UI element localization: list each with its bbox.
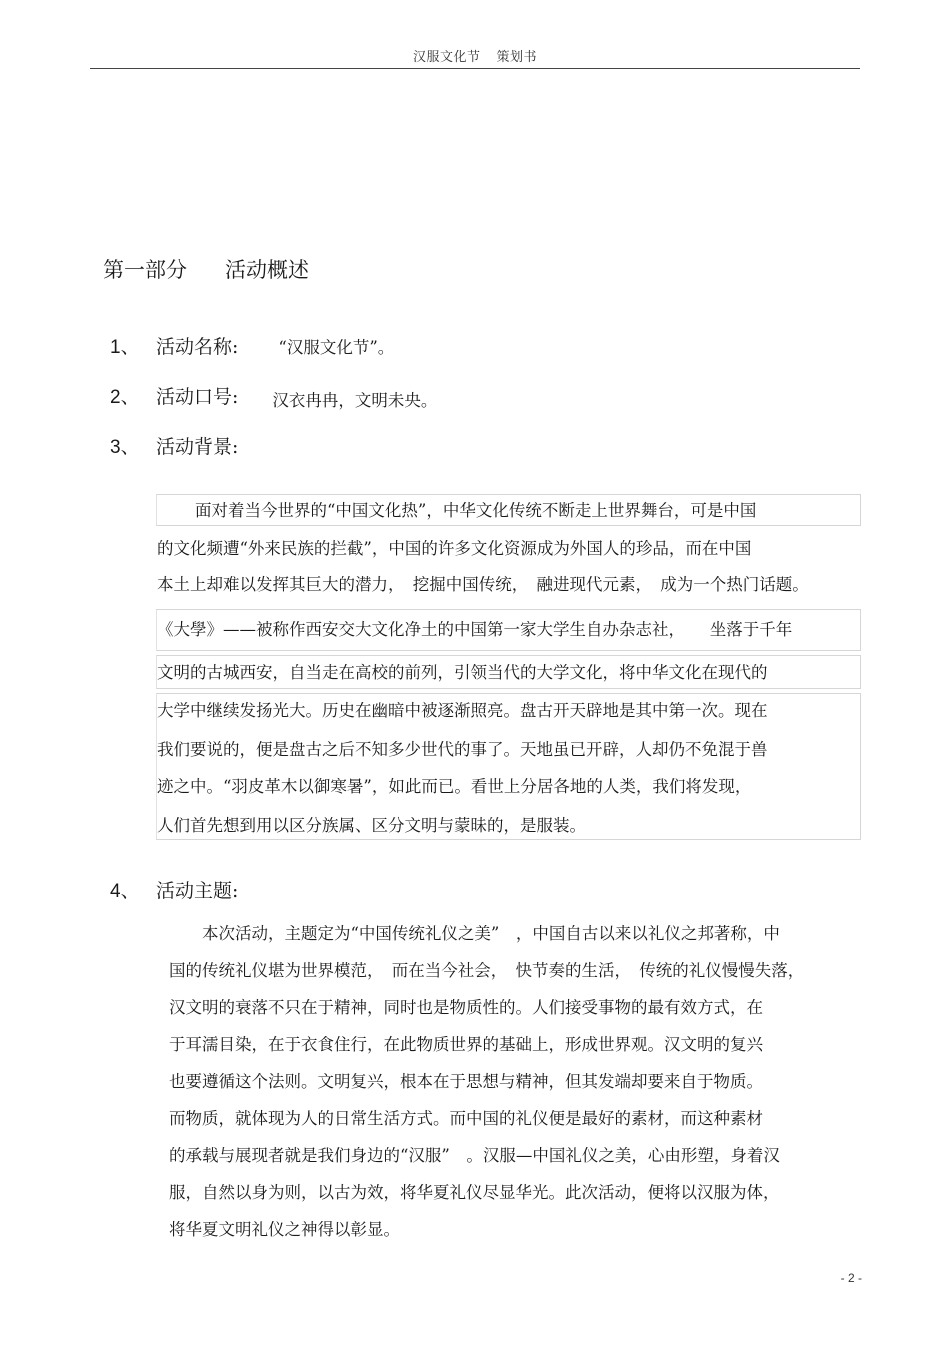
paragraph-line: 迹之中。“羽皮革木以御寒暑”，如此而已。看世上分居各地的人类，我们将发现， <box>157 777 752 796</box>
paragraph-line: 《大學》——被称作西安交大文化净土的中国第一家大学生自办杂志社， 坐落于千年 <box>157 620 793 639</box>
section-title <box>103 254 309 284</box>
paragraph-line: 人们首先想到用以区分族属、区分文明与蒙昧的，是服装。 <box>157 816 586 835</box>
item-number: 4、 <box>110 881 140 902</box>
header-subtitle: 策划书 <box>496 50 538 65</box>
item-activity-name <box>110 332 394 359</box>
paragraph-line: 的文化频遭“外来民族的拦截”，中国的许多文化资源成为外国人的珍品，而在中国 <box>157 539 752 558</box>
paragraph-line: 而物质，就体现为人的日常生活方式。而中国的礼仪便是最好的素材，而这种素材 <box>169 1109 763 1128</box>
paragraph-line: 的承载与展现者就是我们身边的“汉服” 。汉服—中国礼仪之美，心由形塑，身着汉 <box>169 1146 780 1165</box>
item-label: 活动口号: <box>156 386 239 408</box>
paragraph-line: 汉文明的衰落不只在于精神，同时也是物质性的。人们接受事物的最有效方式，在 <box>169 998 763 1017</box>
paragraph-line: 也要遵循这个法则。文明复兴，根本在于思想与精神，但其发端却要来自于物质。 <box>169 1072 763 1091</box>
item-number: 1、 <box>110 337 140 358</box>
item-label: 活动背景: <box>156 436 239 458</box>
paragraph-line: 大学中继续发扬光大。历史在幽暗中被逐渐照亮。盘古开天辟地是其中第一次。现在 <box>157 701 768 720</box>
item-label: 活动名称: <box>156 336 239 358</box>
paragraph-line: 文明的古城西安，自当走在高校的前列，引领当代的大学文化，将中华文化在现代的 <box>157 663 768 682</box>
item-number: 2、 <box>110 387 140 408</box>
item-number: 3、 <box>110 437 140 458</box>
item-activity-background <box>110 432 238 459</box>
item-value: 汉衣冉冉，文明未央。 <box>272 391 438 410</box>
item-label: 活动主题: <box>156 880 239 902</box>
paragraph-line: 国的传统礼仪堪为世界模范， 而在当今社会， 快节奏的生活， 传统的礼仪慢慢失落， <box>169 961 805 980</box>
item-activity-slogan <box>110 382 437 409</box>
paragraph-line: 本次活动，主题定为“中国传统礼仪之美” ，中国自古以来以礼仪之邦著称，中 <box>202 924 780 943</box>
page-number: - 2 - <box>840 1271 862 1285</box>
section-name: 活动概述 <box>225 258 309 282</box>
header-divider <box>90 68 860 69</box>
paragraph-line: 将华夏文明礼仪之神得以彰显。 <box>169 1220 400 1239</box>
page-header <box>0 46 950 65</box>
paragraph-line: 面对着当今世界的“中国文化热”，中华文化传统不断走上世界舞台，可是中国 <box>195 501 757 520</box>
paragraph-line: 本土上却难以发挥其巨大的潜力， 挖掘中国传统， 融进现代元素， 成为一个热门话题。 <box>157 575 809 594</box>
paragraph-line: 于耳濡目染，在于衣食住行，在此物质世界的基础上，形成世界观。汉文明的复兴 <box>169 1035 763 1054</box>
paragraph-line: 我们要说的，便是盘古之后不知多少世代的事了。天地虽已开辟，人却仍不免混于兽 <box>157 740 768 759</box>
paragraph-line: 服，自然以身为则，以古为效，将华夏礼仪尽显华光。此次活动，便将以汉服为体， <box>169 1183 780 1202</box>
item-value: “汉服文化节”。 <box>278 338 395 357</box>
header-title: 汉服文化节 <box>412 50 481 65</box>
section-part-label: 第一部分 <box>103 258 187 282</box>
item-activity-theme <box>110 876 238 903</box>
